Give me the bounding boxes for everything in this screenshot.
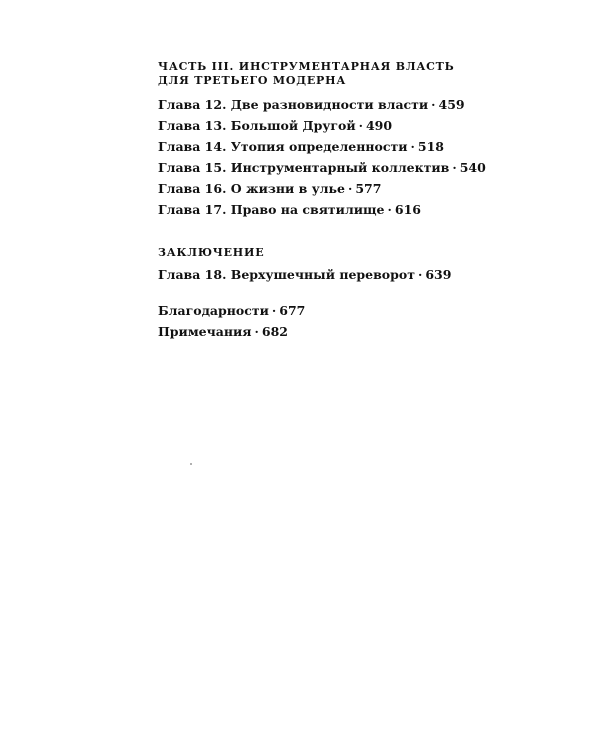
part-three-heading-line-1: ЧАСТЬ III. ИНСТРУМЕНТАРНАЯ ВЛАСТЬ <box>158 60 455 73</box>
table-of-contents <box>158 60 558 340</box>
toc-separator: · <box>254 324 259 339</box>
part-three-heading <box>158 60 558 88</box>
toc-entry-title: Глава 15. Инструментарный коллектив <box>158 160 450 175</box>
toc-separator: · <box>431 97 436 112</box>
toc-entry-chapter-14[interactable] <box>158 139 558 155</box>
toc-entry-chapter-18[interactable] <box>158 267 558 283</box>
toc-entry-title: Глава 16. О жизни в улье <box>158 181 345 196</box>
toc-entry-notes[interactable] <box>158 324 558 340</box>
toc-entry-page: 616 <box>394 202 421 217</box>
toc-entry-chapter-15[interactable] <box>158 160 558 176</box>
toc-separator: · <box>387 202 392 217</box>
toc-entry-title: Глава 13. Большой Другой <box>158 118 356 133</box>
conclusion-section <box>158 246 558 283</box>
toc-entry-acknowledgements[interactable] <box>158 303 558 319</box>
toc-separator: · <box>410 139 415 154</box>
scan-speck <box>190 463 192 465</box>
toc-separator: · <box>452 160 457 175</box>
toc-separator: · <box>358 118 363 133</box>
toc-separator: · <box>271 303 277 318</box>
toc-entry-title: Глава 14. Утопия определенности <box>158 139 408 154</box>
toc-entry-chapter-16[interactable] <box>158 181 558 197</box>
toc-entry-page: 677 <box>279 303 306 318</box>
toc-entry-title: Глава 17. Право на святилище <box>158 202 385 217</box>
back-matter-section <box>158 303 558 340</box>
conclusion-heading: ЗАКЛЮЧЕНИЕ <box>158 246 265 259</box>
toc-entry-page: 518 <box>417 139 444 154</box>
toc-separator: · <box>347 181 353 196</box>
toc-entry-page: 459 <box>438 97 465 112</box>
toc-entry-chapter-12[interactable] <box>158 97 558 113</box>
toc-entry-title: Примечания <box>158 324 252 339</box>
toc-entry-page: 577 <box>355 181 382 196</box>
toc-entry-chapter-17[interactable] <box>158 202 558 218</box>
toc-entry-chapter-13[interactable] <box>158 118 558 134</box>
toc-entry-page: 639 <box>425 267 452 282</box>
toc-entry-title: Благодарности <box>158 303 269 318</box>
toc-entry-page: 682 <box>261 324 288 339</box>
toc-entry-title: Глава 12. Две разновидности власти <box>158 97 429 112</box>
part-three-heading-line-2: ДЛЯ ТРЕТЬЕГО МОДЕРНА <box>158 74 347 87</box>
toc-entry-title: Глава 18. Верхушечный переворот <box>158 267 415 282</box>
toc-entry-page: 540 <box>459 160 486 175</box>
part-three-section <box>158 60 558 218</box>
toc-entry-page: 490 <box>365 118 393 133</box>
toc-separator: · <box>417 267 423 282</box>
